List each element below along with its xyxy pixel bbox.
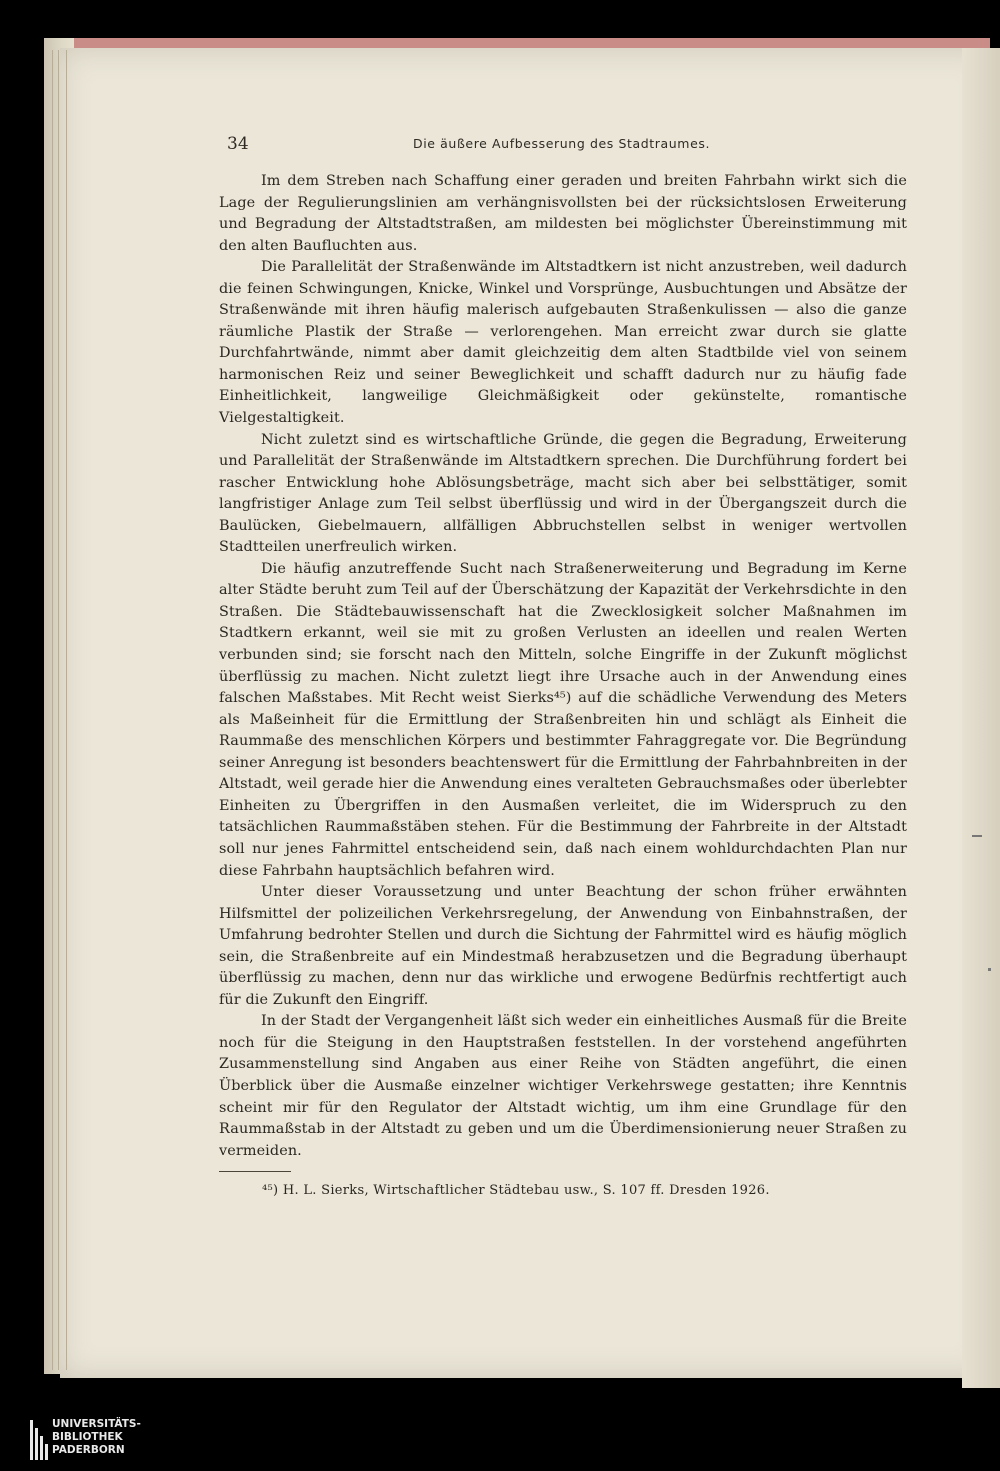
logo-line: BIBLIOTHEK [52, 1431, 123, 1443]
paragraph: Die Parallelität der Straßenwände im Altstadtkern ist nicht anzustreben, weil dadurch die feinen Schwingungen, Knicke, Winkel und Vorsprünge, Ausbuchtungen und Absätze der Straßenwände mit ihren häufig malerisch aufgebauten Straßenkulissen — also die ganze räumliche Plastik der Straße — verlorengehen. Man erreicht zwar durch sie glatte Durchfahrtwände, nimmt aber damit gleichzeitig dem alten Stadtbilde viel von seinem harmonischen Reiz und seiner Beweglichkeit und schafft dadurch nur zu häufig fade Einheitlichkeit, langweilige Gleichmäßigkeit oder gekünstelte, romantische Vielgestaltigkeit. [219, 259, 907, 427]
page-edge-line [58, 50, 59, 1370]
library-logo [30, 1418, 190, 1462]
margin-dot [988, 968, 991, 971]
margin-mark [972, 835, 982, 837]
page-edge-line [66, 50, 67, 1370]
paragraph: Im dem Streben nach Schaffung einer geraden und breiten Fahrbahn wirkt sich die Lage der Regulierungslinien am verhängnisvollsten bei der rücksichtslosen Erweiterung und Begradung der Altstadtstraßen, am mildesten bei möglichster Übereinstimmung mit den alten Baufluchten aus. [219, 173, 907, 254]
paragraph: Die häufig anzutreffende Sucht nach Straßenerweiterung und Begradung im Kerne alter Städte beruht zum Teil auf der Überschätzung der Kapazität der Verkehrsdichte in den Straßen. Die Städtebauwissenschaft hat die Zwecklosigkeit solcher Maßnahmen im Stadtkern erkannt, weil sie mit zu großen Verlusten an ideellen und realen Werten verbunden sind; sie forscht nach den Mitteln, solche Eingriffe in der Zukunft möglichst überflüssig zu machen. Nicht zuletzt liegt ihre Ursache auch in der Anwendung eines falschen Maßstabes. Mit Recht weist Sierks⁴⁵) auf die schädliche Verwendung des Meters als Maßeinheit für die Ermittlung der Straßenbreiten hin und schlägt als Einheit die Raummaße des menschlichen Körpers und bestimmter Fahraggregate vor. Die Begründung seiner Anregung ist besonders beachtenswert für die Ermittlung der Fahrbahnbreiten in der Altstadt, weil gerade hier die Anwendung eines veralteten Gebrauchsmaßes oder überlebter Einheiten zu Übergriffen in den Ausmaßen verleitet, die im Widerspruch zu den tatsächlichen Raummaßstäben stehen. Für die Bestimmung der Fahrbreite in der Altstadt soll nur jenes Fahrmittel entscheidend sein, daß nach einem wohldurchdachten Plan nur diese Fahrbahn hauptsächlich befahren wird. [219, 560, 907, 879]
page-edge-line [52, 50, 53, 1370]
footnote-rule [219, 1171, 291, 1172]
facing-page-edge [962, 48, 1000, 1388]
page-number: 34 [227, 134, 249, 154]
paragraph: Unter dieser Voraussetzung und unter Beachtung der schon früher erwähnten Hilfsmittel der polizeilichen Verkehrsregelung, der Anwendung von Einbahnstraßen, der Umfahrung bedrohter Stellen und durch die Sichtung der Fahrmittel wird es häufig möglich sein, die Straßenbreite auf ein Mindestmaß herabzusetzen und die Begradung überhaupt überflüssig zu machen, denn nur das wirkliche und erwogene Bedürfnis rechtfertigt auch für die Zukunft den Eingriff. [219, 884, 907, 1008]
library-logo-text [52, 1418, 192, 1457]
body-text [219, 171, 907, 1162]
footnote: ⁴⁵) H. L. Sierks, Wirtschaftlicher Städtebau usw., S. 107 ff. Dresden 1926. [262, 1183, 770, 1198]
paragraph: In der Stadt der Vergangenheit läßt sich weder ein einheitliches Ausmaß für die Breite noch für die Steigung in den Hauptstraßen feststellen. In der vorstehend angeführten Zusammenstellung sind Angaben aus einer Reihe von Städten angeführt, die einen Überblick über die Ausmaße einzelner wichtiger Verkehrswege gestatten; ihre Kenntnis scheint mir für den Regulator der Altstadt wichtig, um ihm eine Grundlage für den Raummaßstab in der Altstadt zu geben und um die Überdimensionierung neuer Straßen zu vermeiden. [219, 1013, 907, 1159]
logo-line: PADERBORN [52, 1444, 125, 1456]
running-title: Die äußere Aufbesserung des Stadtraumes. [413, 136, 711, 151]
library-logo-icon [30, 1420, 48, 1460]
paragraph: Nicht zuletzt sind es wirtschaftliche Gründe, die gegen die Begradung, Erweiterung und Parallelität der Straßenwände im Altstadtkern sprechen. Die Durchführung fordert bei rascher Entwicklung hohe Ablösungsbeträge, macht sich aber bei selbsttätiger, somit langfristiger Anlage zum Teil selbst überflüssig und wird in der Übergangszeit durch die Baulücken, Giebelmauern, allfälligen Abbruchstellen selbst in weniger wertvollen Stadtteilen unerfreulich wirken. [219, 431, 907, 556]
page-header [227, 134, 913, 156]
logo-line: UNIVERSITÄTS- [52, 1418, 141, 1430]
